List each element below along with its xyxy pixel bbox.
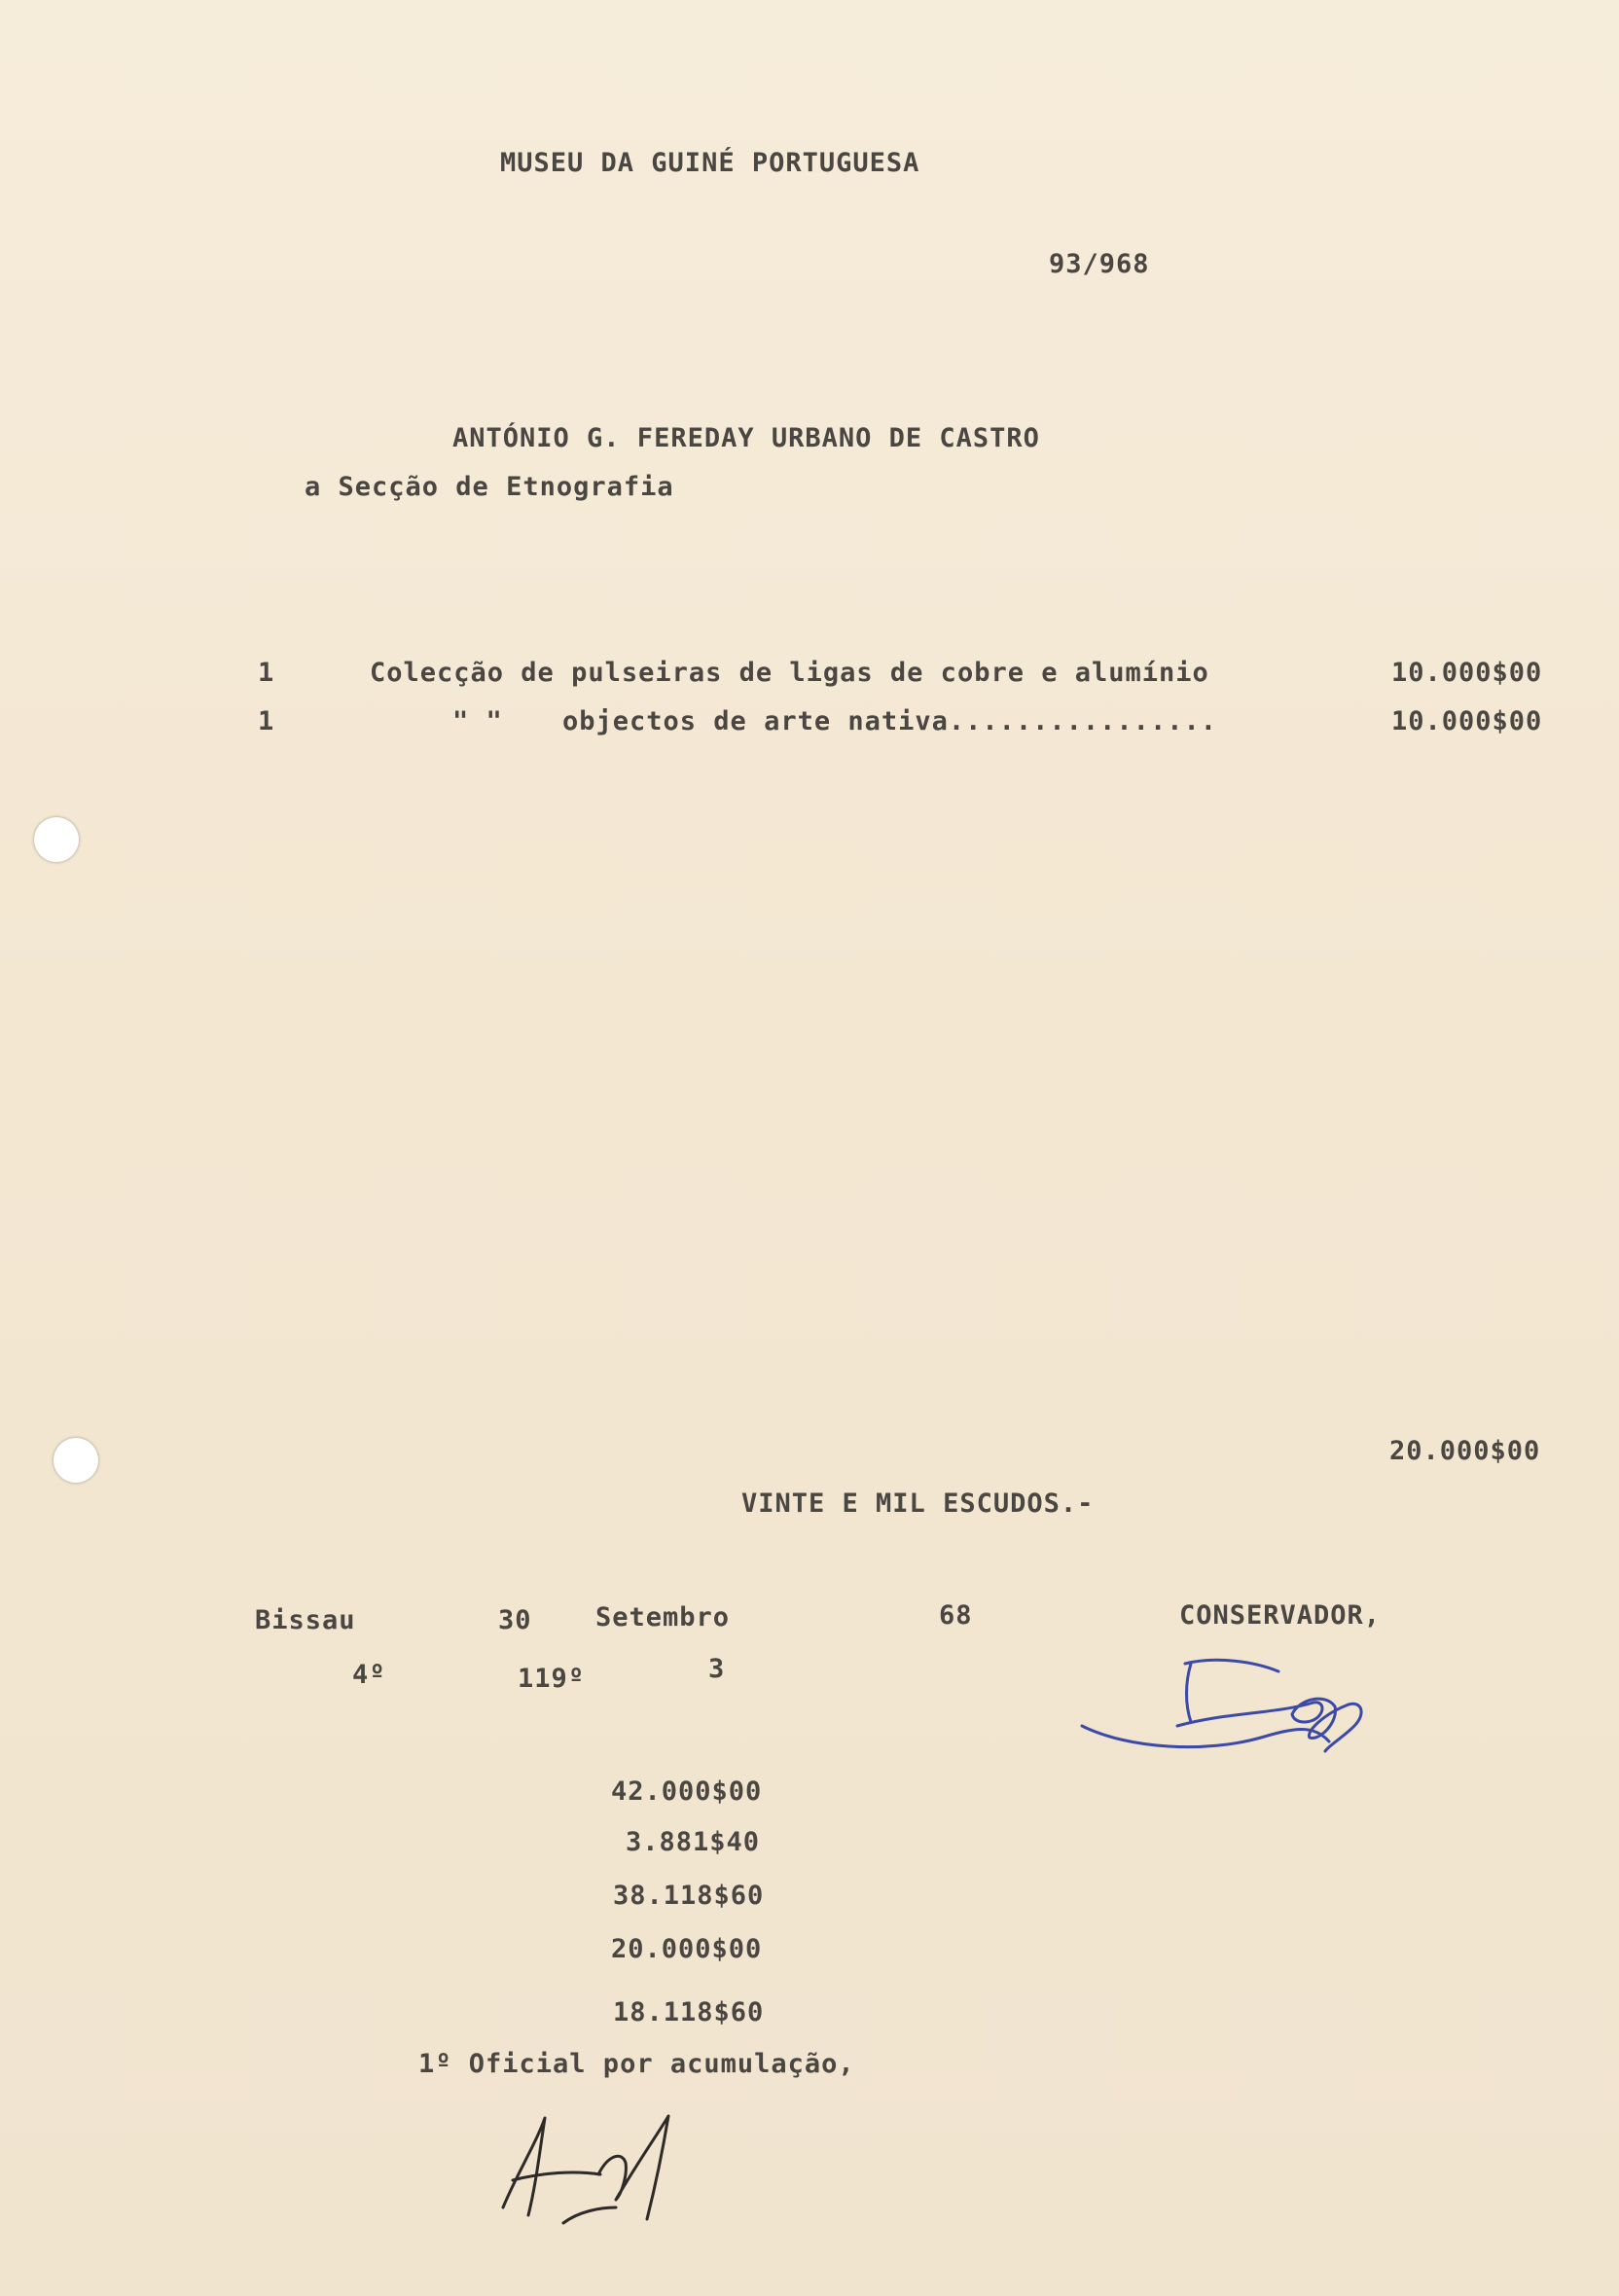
balance-figure-1: 42.000$00 (611, 1776, 763, 1807)
signatory-title: CONSERVADOR, (1179, 1600, 1382, 1631)
museum-heading: MUSEU DA GUINÉ PORTUGUESA (500, 148, 920, 178)
item-1-qty: 1 (258, 658, 275, 688)
item-2-description: objectos de arte nativa................ (562, 706, 1217, 736)
punch-hole-lower (54, 1438, 98, 1483)
item-1-description: Colecção de pulseiras de ligas de cobre e alumínio (370, 658, 1209, 688)
code-1: 4º (352, 1660, 386, 1690)
recipient-section: a Secção de Etnografia (305, 472, 674, 502)
balance-figure-3: 38.118$60 (613, 1881, 765, 1911)
code-2: 119º (518, 1664, 586, 1694)
code-3: 3 (708, 1654, 726, 1684)
recipient-name: ANTÓNIO G. FEREDAY URBANO DE CASTRO (452, 423, 1040, 453)
item-1-amount: 10.000$00 (1391, 658, 1543, 688)
total-in-words: VINTE E MIL ESCUDOS.- (741, 1489, 1095, 1519)
place: Bissau (255, 1605, 356, 1635)
balance-figure-5: 18.118$60 (613, 1997, 765, 2027)
item-2-amount: 10.000$00 (1391, 706, 1543, 736)
conservador-signature (1070, 1644, 1401, 1790)
punch-hole-upper (34, 817, 79, 862)
day: 30 (498, 1605, 532, 1635)
balance-figure-2: 3.881$40 (626, 1827, 761, 1857)
year: 68 (939, 1600, 973, 1631)
month: Setembro (595, 1602, 731, 1632)
reference-number: 93/968 (1049, 249, 1150, 279)
officer-title: 1º Oficial por acumulação, (418, 2049, 855, 2079)
item-2-ditto-marks: " " (452, 706, 503, 736)
item-2-qty: 1 (258, 706, 275, 736)
officer-signature (491, 2106, 715, 2233)
balance-figure-4: 20.000$00 (611, 1934, 763, 1964)
total-amount: 20.000$00 (1389, 1436, 1541, 1466)
